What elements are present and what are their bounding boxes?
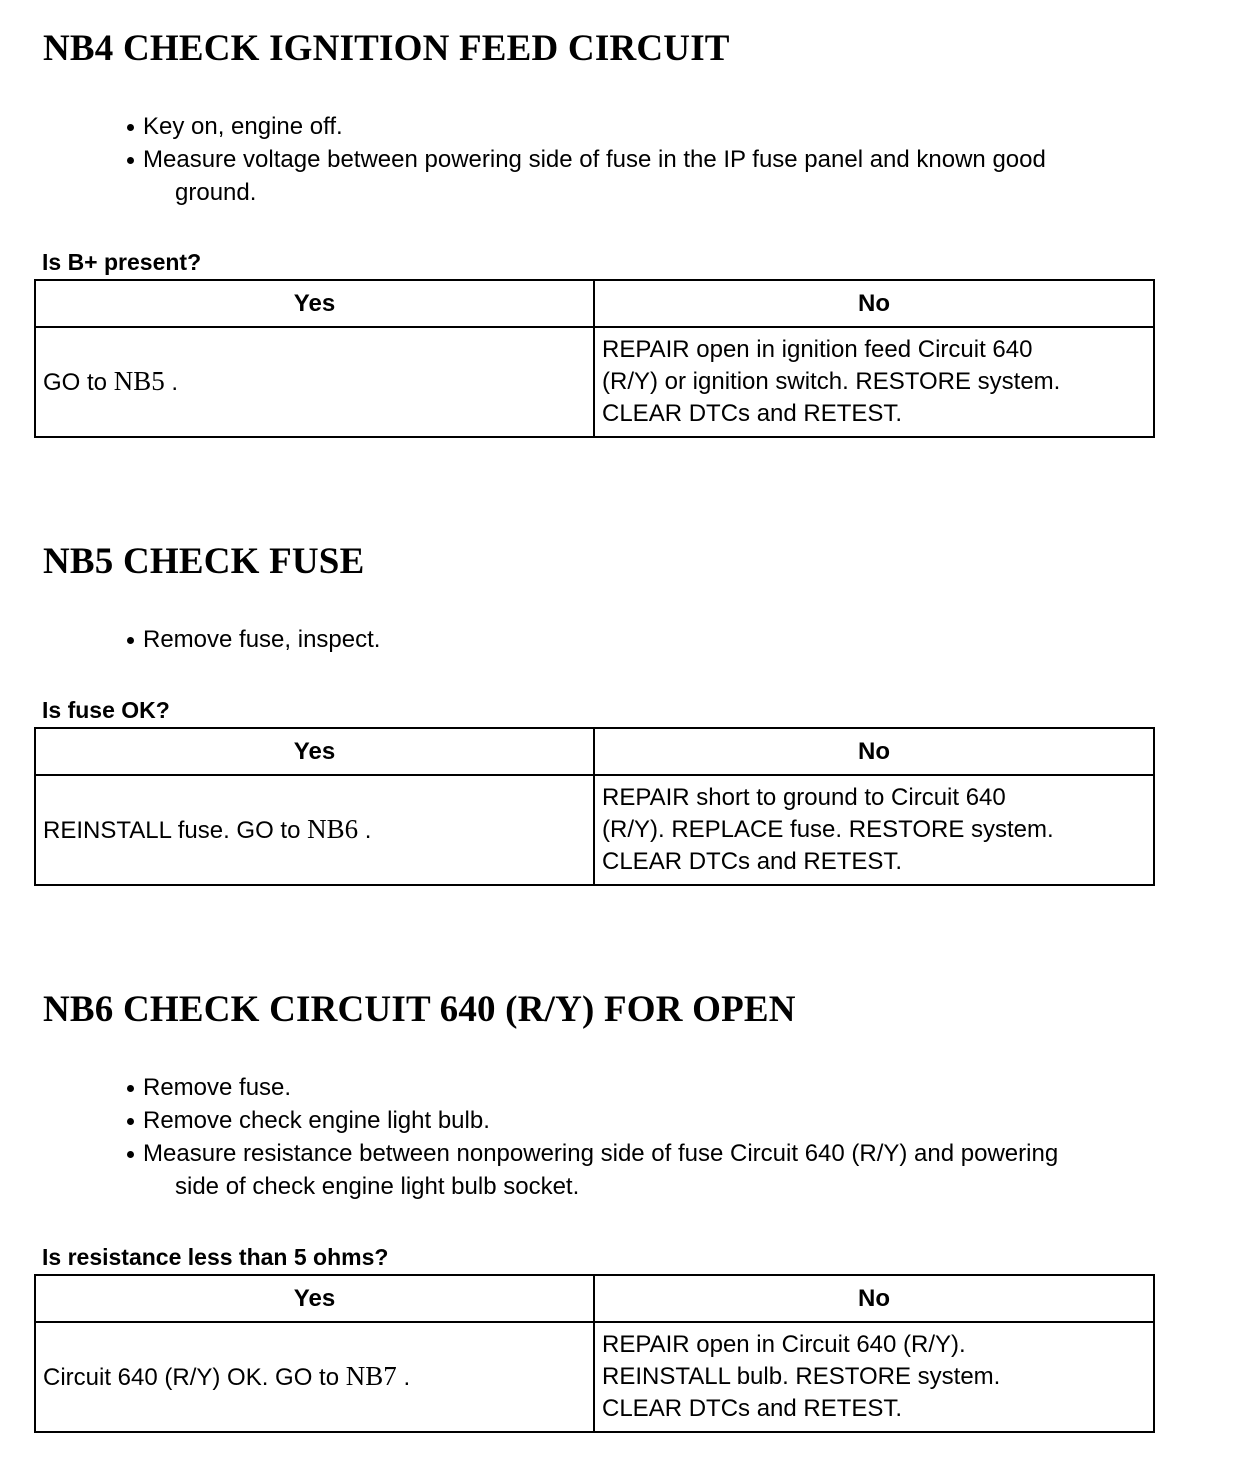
step-reference-link[interactable]: NB5 (113, 366, 165, 396)
no-action-line: REPAIR open in Circuit 640 (R/Y). (602, 1331, 966, 1358)
no-action-line: CLEAR DTCs and RETEST. (602, 400, 903, 427)
section-heading: NB4 CHECK IGNITION FEED CIRCUIT (43, 28, 730, 69)
step-text: Measure resistance between nonpowering side of fuse Circuit 640 (R/Y) and powering (143, 1140, 1059, 1167)
decision-table (34, 727, 1155, 886)
step-text: Measure voltage between powering side of fuse in the IP fuse panel and known good (143, 146, 1046, 173)
no-header: No (594, 280, 1154, 327)
step-text: Remove fuse, inspect. (143, 626, 381, 653)
yes-action-text: GO to (43, 369, 108, 396)
decision-question: Is B+ present? (42, 249, 202, 275)
yes-action-text: Circuit 640 (R/Y) OK. GO to (43, 1364, 340, 1391)
yes-action-end: . (364, 817, 372, 844)
no-action-line: (R/Y). REPLACE fuse. RESTORE system. (602, 816, 1054, 843)
step-text-continued: ground. (175, 179, 257, 206)
step-text: Key on, engine off. (143, 113, 343, 140)
table-row (35, 1322, 1154, 1432)
step-item (124, 623, 1213, 656)
yes-header: Yes (35, 728, 594, 775)
no-action-line: REPAIR short to ground to Circuit 640 (602, 784, 1006, 811)
yes-cell (35, 775, 594, 885)
step-item (124, 1104, 1213, 1137)
decision-table (34, 279, 1155, 438)
no-action-line: (R/Y) or ignition switch. RESTORE system. (602, 368, 1061, 395)
step-reference-link[interactable]: NB6 (307, 814, 359, 844)
no-header: No (594, 728, 1154, 775)
yes-header: Yes (35, 280, 594, 327)
no-action-line: REINSTALL bulb. RESTORE system. (602, 1363, 1001, 1390)
no-action-line: CLEAR DTCs and RETEST. (602, 848, 903, 875)
yes-header: Yes (35, 1275, 594, 1322)
yes-action-text: REINSTALL fuse. GO to (43, 817, 301, 844)
table-header-row (35, 728, 1154, 775)
decision-question: Is resistance less than 5 ohms? (42, 1244, 389, 1270)
yes-cell (35, 327, 594, 437)
step-text: Remove check engine light bulb. (143, 1107, 490, 1134)
decision-question: Is fuse OK? (42, 697, 170, 723)
step-list (124, 110, 1213, 209)
step-text-continued: side of check engine light bulb socket. (175, 1173, 580, 1200)
no-cell (594, 327, 1154, 437)
yes-action-end: . (403, 1364, 411, 1391)
table-header-row (35, 280, 1154, 327)
table-row (35, 327, 1154, 437)
no-action-line: REPAIR open in ignition feed Circuit 640 (602, 336, 1033, 363)
table-row (35, 775, 1154, 885)
table-header-row (35, 1275, 1154, 1322)
step-list (124, 623, 1213, 656)
section-heading: NB6 CHECK CIRCUIT 640 (R/Y) FOR OPEN (43, 989, 796, 1030)
step-text: Remove fuse. (143, 1074, 292, 1101)
step-reference-link[interactable]: NB7 (345, 1361, 397, 1391)
decision-table (34, 1274, 1155, 1433)
step-item (124, 1071, 1213, 1104)
no-header: No (594, 1275, 1154, 1322)
no-action-line: CLEAR DTCs and RETEST. (602, 1395, 903, 1422)
step-item (124, 110, 1213, 143)
step-item (124, 1137, 1213, 1203)
no-cell (594, 1322, 1154, 1432)
no-cell (594, 775, 1154, 885)
step-list (124, 1071, 1213, 1203)
section-heading: NB5 CHECK FUSE (43, 541, 365, 582)
yes-cell (35, 1322, 594, 1432)
step-item (124, 143, 1213, 209)
yes-action-end: . (171, 369, 179, 396)
